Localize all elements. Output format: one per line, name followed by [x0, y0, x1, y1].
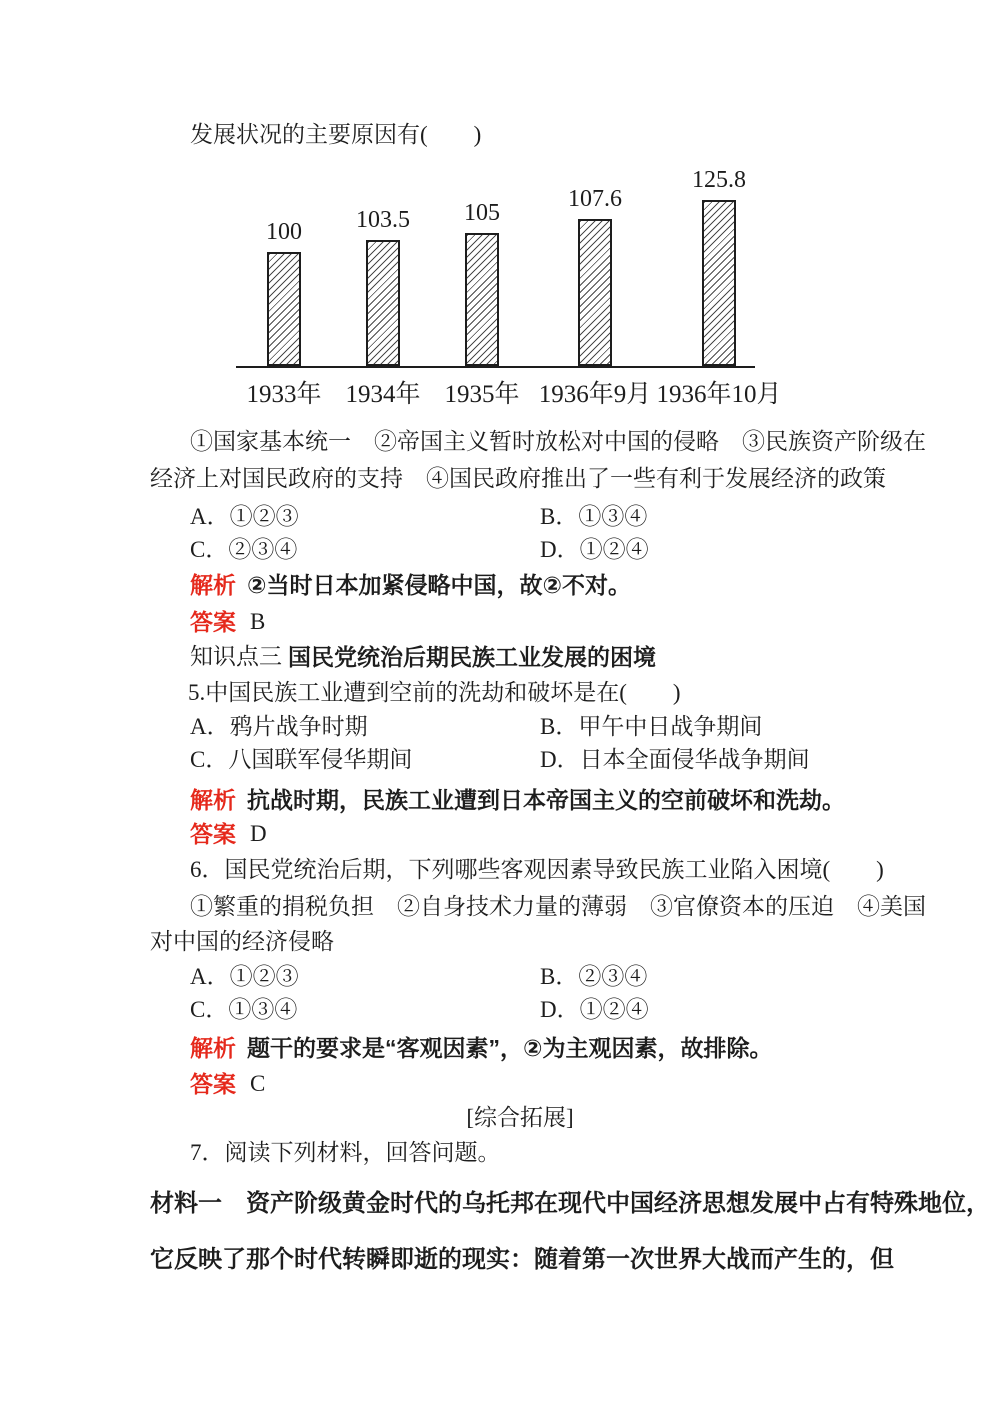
q4-analysis-text: ②当时日本加紧侵略中国，故②不对。 — [247, 572, 631, 598]
chart-x-label: 1936年9月 — [538, 381, 652, 408]
q6-choice-c: C．①③④ — [190, 997, 298, 1022]
chart-value-label: 107.6 — [568, 186, 622, 212]
chart-bar — [702, 200, 736, 366]
q6-items-line2: 对中国的经济侵略 — [150, 929, 334, 954]
analysis-label: 解析 — [190, 787, 236, 813]
chart-x-label: 1934年 — [345, 381, 421, 408]
q7-stem: 7．阅读下列材料，回答问题。 — [190, 1140, 501, 1165]
q4-choice-b: B．①③④ — [540, 504, 648, 529]
q6-answer-value: C — [250, 1071, 266, 1096]
q6-stem: 6．国民党统治后期，下列哪些客观因素导致民族工业陷入困境( ) — [190, 857, 884, 882]
q4-answer-value: B — [250, 609, 266, 634]
chart-bar — [578, 219, 612, 366]
q6-choice-a: A．①②③ — [190, 964, 299, 989]
q4-items-line1: ①国家基本统一 ②帝国主义暂时放松对中国的侵略 ③民族资产阶级在 — [190, 429, 926, 454]
chart-bar — [366, 240, 400, 366]
q5-stem: 5.中国民族工业遭到空前的洗劫和破坏是在( ) — [188, 680, 681, 705]
q6-choice-d: D．①②④ — [540, 997, 649, 1022]
q5-choice-a: A．鸦片战争时期 — [190, 714, 368, 739]
chart-value-label: 100 — [266, 219, 302, 245]
q5-choice-c: C．八国联军侵华期间 — [190, 747, 413, 772]
chart-bar — [465, 233, 499, 366]
q4-choice-c: C．②③④ — [190, 537, 298, 562]
q5-answer-value: D — [250, 821, 267, 846]
chart-x-label: 1935年 — [444, 381, 520, 408]
chart-x-label: 1936年10月 — [656, 381, 782, 408]
knowledge-point-title: 国民党统治后期民族工业发展的困境 — [288, 644, 656, 670]
q4-choice-d: D．①②④ — [540, 537, 649, 562]
chart-bar — [267, 252, 301, 366]
answer-label: 答案 — [190, 1071, 236, 1097]
material-line1: 材料一 资产阶级黄金时代的乌托邦在现代中国经济思想发展中占有特殊地位， — [150, 1190, 990, 1217]
q6-choice-b: B．②③④ — [540, 964, 648, 989]
material-line2: 它反映了那个时代转瞬即逝的现实：随着第一次世界大战而产生的，但 — [150, 1246, 894, 1273]
q5-choice-b: B．甲午中日战争期间 — [540, 714, 763, 739]
intro-line: 发展状况的主要原因有( ) — [190, 122, 482, 147]
q6-items-line1: ①繁重的捐税负担 ②自身技术力量的薄弱 ③官僚资本的压迫 ④美国 — [190, 894, 926, 919]
analysis-label: 解析 — [190, 572, 236, 598]
answer-label: 答案 — [190, 609, 236, 635]
knowledge-point-label: 知识点三 — [190, 644, 282, 669]
q5-analysis-text: 抗战时期，民族工业遭到日本帝国主义的空前破坏和洗劫。 — [247, 787, 845, 813]
answer-label: 答案 — [190, 821, 236, 847]
q6-analysis-text: 题干的要求是“客观因素”，②为主观因素，故排除。 — [247, 1035, 773, 1061]
q4-choice-a: A．①②③ — [190, 504, 299, 529]
chart-x-label: 1933年 — [246, 381, 322, 408]
expansion-header: [综合拓展] — [466, 1105, 574, 1130]
chart-value-label: 125.8 — [692, 167, 746, 193]
chart-value-label: 105 — [464, 200, 500, 226]
q5-choice-d: D．日本全面侵华战争期间 — [540, 747, 810, 772]
chart-value-label: 103.5 — [356, 207, 410, 233]
bar-chart — [236, 150, 782, 408]
q4-items-line2: 经济上对国民政府的支持 ④国民政府推出了一些有利于发展经济的政策 — [150, 466, 886, 491]
analysis-label: 解析 — [190, 1035, 236, 1061]
chart-plot-area — [236, 150, 755, 368]
